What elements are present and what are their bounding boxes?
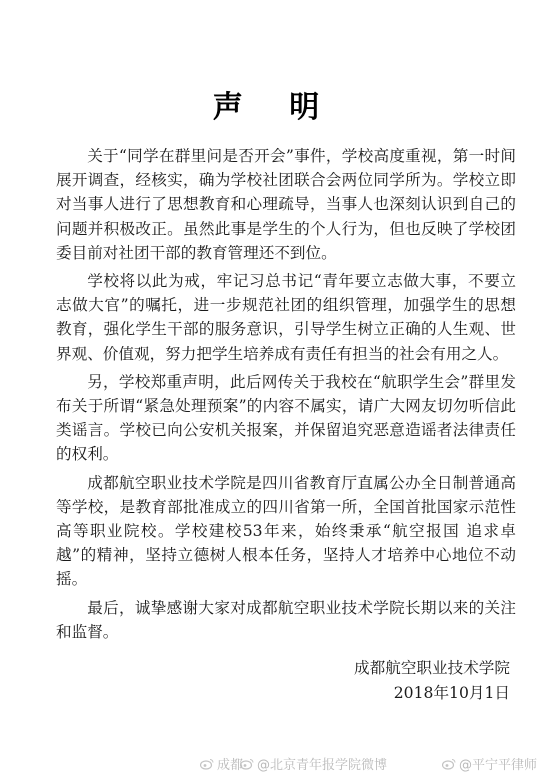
watermark-bar — [200, 750, 540, 774]
watermark-item — [200, 754, 243, 773]
weibo-icon — [240, 758, 254, 770]
signature-org: 成都航空职业技术学院 — [354, 659, 510, 677]
signature-block — [270, 656, 510, 706]
paragraph: 学校将以此为戒，牢记习总书记“青年要立志做大事，不要立志做大官”的嘱托，进一步规范社团的组织管理，加强学生的思想教育，强化学生干部的服务意识，引导学生树立正确的人生观、世界观、价值观，努力把学生培养成有责任有担当的社会有用之人。 — [56, 272, 516, 363]
paragraph: 最后，诚挚感谢大家对成都航空职业技术学院长期以来的关注和监督。 — [56, 598, 516, 641]
paragraph: 另，学校郑重声明，此后网传关于我校在“航职学生会”群里发布关于所谓“紧急处理预案”的内容不属实，请广大网友切勿听信此类谣言。学校已向公安机关报案，并保留追究恶意造谣者法律责任的权利。 — [56, 372, 516, 464]
document-title: 声 明 — [212, 90, 338, 125]
paragraph: 关于“同学在群里问是否开会”事件，学校高度重视，第一时间展开调查，经核实，确为学校社团联合会两位同学所为。学校立即对当事人进行了思想教育和心理疏导，当事人也深刻认识到自己的问题并积极改正。虽然此事是学生的个人行为，但也反映了学校团委目前对社团干部的教育管理还不到位。 — [56, 147, 516, 262]
paragraph: 成都航空职业技术学院是四川省教育厅直属公办全日制普通高等学校，是教育部批准成立的四川省第一所，全国首批国家示范性高等职业院校。学校建校53年来，始终秉承“航空报国 追求卓越”的精神，坚持立德树人根本任务，坚持人才培养中心地位不动摇。 — [56, 473, 516, 589]
weibo-icon — [200, 758, 214, 770]
signature-date: 2018年10月1日 — [393, 684, 510, 702]
watermark-text: 成都 — [217, 758, 244, 773]
watermark-item — [240, 754, 387, 773]
watermark-text: @平宁平律师 — [459, 758, 538, 773]
weibo-icon — [442, 758, 456, 770]
watermark-text: @北京青年报学院微博 — [257, 758, 388, 773]
watermark-item — [442, 754, 537, 773]
document-body — [56, 144, 516, 648]
